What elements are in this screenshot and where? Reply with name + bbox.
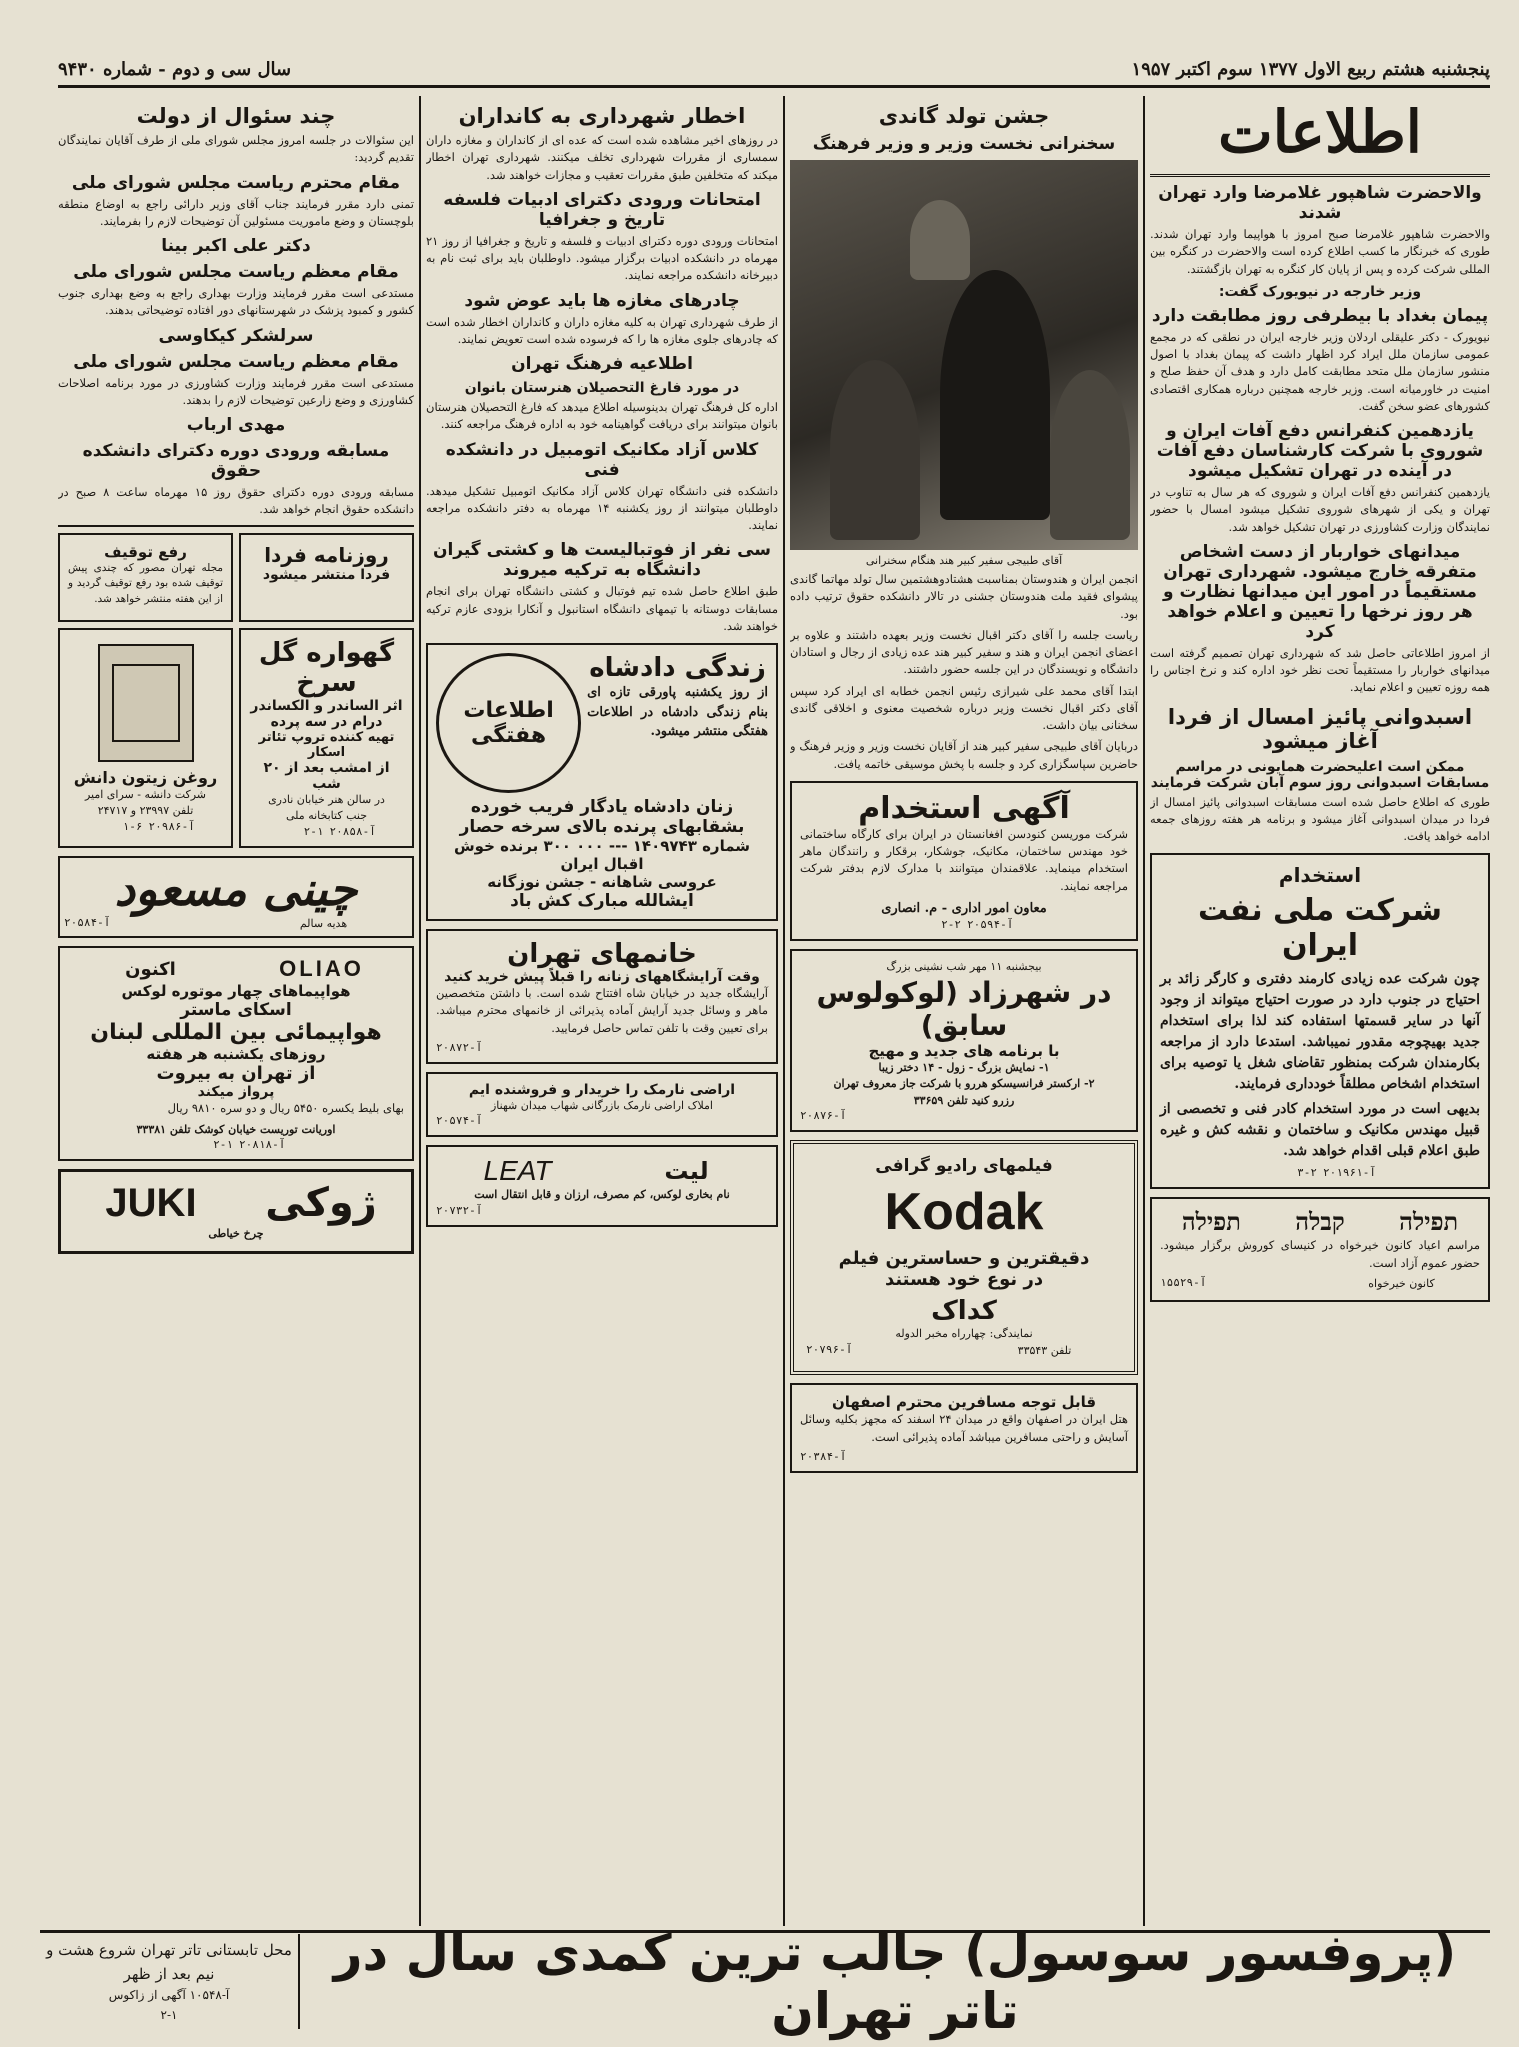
ad-code: آ-۲۰۷۳۲ [436, 1203, 483, 1217]
ad-code: آ-۲۰۸۷۲ [436, 1040, 483, 1054]
headline: میدانهای خواربار از دست اشخاص متفرقه خارج میشود. شهرداری تهران مستقیماً در امور این میدانها نظارت و هر روز نرخها را تعیین و اعلام خواهد کرد [1163, 541, 1477, 642]
airline-logo: OLIAO [279, 956, 364, 982]
issue-date: پنجشنبه هشتم ربیع الاول ۱۳۷۷ سوم اکتبر ۱۹۵۷ [1131, 59, 1490, 80]
olive-oil-ad [58, 628, 233, 848]
banner-side-text: آ-۱۰۵۴۸ آگهی از زاکوس [108, 1988, 230, 2003]
ad-text: شرکت دانشه - سرای امیر [84, 787, 207, 801]
ad-title: اراضی نارمک را خریدار و فروشنده ایم [468, 1081, 736, 1098]
ad-code: آ-۲۰۵۸۴ [64, 915, 111, 929]
article-text: از امروز اطلاعاتی حاصل شد که شهرداری تهران تصمیم گرفته است میدانهای خواربار را مستقیماً تحت نظر خود اداره کند و نرخ اجناس را همه روزه تعیین و اعلام نماید. [1150, 645, 1490, 695]
kodak-brand-fa: کداک [931, 1296, 997, 1327]
headline: امتحانات ورودی دکترای ادبیات فلسفه تاریخ و جغرافیا [443, 189, 761, 230]
ad-text: بدیهی است در مورد استخدام کادر فنی و تخصصی از قبیل مهندس مکانیک و ساختمان و نقشه کش و غیره طبق اعلام قبلی اقدام خواهد شد. [1160, 1101, 1480, 1160]
airline-ad [58, 946, 414, 1161]
banner-side-text: ۲-۱ [160, 2007, 178, 2022]
ad-title: روزنامه فردا [264, 542, 389, 567]
ad-title: در شهرزاد (لوکولوس سابق) [816, 975, 1112, 1042]
article-text: دربایان آقای طبیجی سفیر کبیر هند از آقایان نخست وزیر و وزیر فرهنگ و حاضرین سپاسگزاری کرد و جلسه با پخش موسیقی خاتمه یافت. [790, 739, 1138, 771]
ad-code: آ-۲۰۵۹۴ [967, 918, 1014, 932]
ad-kicker: فیلمهای رادیو گرافی [875, 1156, 1053, 1177]
ad-line: اثر الساندر و الکساندر [250, 697, 403, 714]
signature: مهدی ارباب [186, 415, 286, 435]
ad-code: آ-۱۵۵۲۹ [1160, 1275, 1207, 1289]
land-ad [426, 1072, 778, 1138]
headline: کلاس آزاد مکانیک اتومبیل در دانشکده فنی [445, 439, 759, 480]
ad-code: آ-۲۰۵۷۴ [436, 1114, 483, 1128]
leat-brand: LEAT [483, 1155, 552, 1187]
article-text: نیویورک - دکتر علیقلی اردلان وزیر خارجه ایران در نطقی که در مجمع عمومی سازمان ملل ایراد کرد اظهار داشت که پیمان بغداد با اصول منشور سازمان ملل متحد مطابقت کامل دارد و هدف آن حفظ صلح و امنیت در خاورمیانه است. وزیر خارجه همچنین درباره همکاری اقتصادی کشورهای عضو سخن گفت. [1150, 329, 1490, 413]
ad-code: آ-۲۰۸۱۸ [239, 1138, 286, 1151]
headline: والاحضرت شاهپور غلامرضا وارد تهران شدند [1158, 183, 1482, 223]
ad-line: از امشب بعد از ۲۰ شب [263, 759, 390, 792]
ad-phone: تلفن ۲۳۹۹۷ و ۲۴۷۱۷ [97, 804, 194, 818]
ad-sign: کانون خیرخواه [1368, 1276, 1435, 1290]
ad-code: آ-۲۰۷۹۶ [806, 1342, 853, 1356]
salon-ad [426, 929, 778, 1064]
juki-brand: JUKI [105, 1180, 197, 1225]
masthead-logo: اطلاعات [1150, 96, 1490, 177]
ad-agent: اوریانت توریست خیابان کوشک تلفن ۳۳۳۸۱ [136, 1122, 336, 1136]
ad-line: از تهران به بیروت [156, 1063, 316, 1085]
ad-text: بهای بلیط یکسره ۵۴۵۰ ریال و دو سره ۹۸۱۰ ریال [167, 1101, 404, 1116]
headline: اخطار شهرداری به کانداران [458, 104, 746, 128]
ad-line: زنان دادشاه یادگار فریب خورده [470, 797, 734, 817]
ad-text: چون شرکت عده زیادی کارمند دفتری و کارگر زائد بر احتیاج در جنوب دارد در صورت احتیاج میتواند از وجود آنها در سایر قسمتها استفاده کند لذا برای استخدام جدید بهیچوجه مقدور نمیباشد. استدعا دارد از مراجعه بکارمندان شرکت بمنظور تقاضای شغل یا توصیه برای استخدام اشخاص مطلقاً خودداری فرمایند. [1160, 971, 1480, 1093]
oil-can-icon [98, 644, 194, 762]
ad-line: ۲- ارکستر فرانسیسکو هررو با شرکت جاز معروف تهران [833, 1077, 1095, 1091]
ad-code: آ-۲۰۳۸۴ [800, 1449, 847, 1463]
ad-line: تهیه کننده تروپ تئاتر اسکار [258, 729, 395, 760]
article-text: طبق اطلاع حاصل شده تیم فوتبال و کشتی دانشگاه تهران برای انجام مسابقات دوستانه با تیمهای دانشگاه استانبول و آنکارا بزودی عازم ترکیه خواهند شد. [426, 584, 778, 633]
ad-line: در سالن هنر خیابان نادری [268, 792, 385, 806]
ad-line: جنب کتابخانه ملی [286, 809, 367, 823]
ad-kicker: بیجشنبه ۱۱ مهر شب نشینی بزرگ [886, 960, 1042, 974]
ad-code: ۱-۶ [122, 819, 143, 833]
headline: جشن تولد گاندی [878, 104, 1050, 128]
ad-line: اسکای ماستر [180, 1000, 292, 1021]
ad-code: ۳-۲ [1297, 1166, 1317, 1180]
farda-ad [239, 533, 414, 622]
subheadline: ممکن است اعلیحضرت همایونی در مراسم مسابقات اسبدوانی روز سوم آبان شرکت فرمایند [1150, 758, 1490, 791]
ad-code: آ-۲۰۱۹۶۱ [1323, 1166, 1376, 1180]
kodak-ad [790, 1140, 1138, 1375]
banner-side [40, 1934, 300, 2028]
weekly-ad [426, 643, 778, 921]
kicker: وزیر خارجه در نیویورک گفت: [1218, 283, 1422, 300]
ad-title: آگهی استخدام [858, 790, 1070, 826]
column-4 [58, 96, 414, 1926]
ad-line: ۱- نمایش بزرگ - زول - ۱۴ دختر زیبا [878, 1060, 1050, 1074]
oil-company-ad [1150, 853, 1490, 1189]
ad-agent: نمایندگی: چهارراه مخبر الدوله [895, 1327, 1033, 1341]
ad-text: مجله تهران مصور که چندی پیش توقیف شده بود رفع توقیف گردید و از این هفته منتشر خواهد شد. [68, 561, 223, 605]
leat-ad [426, 1145, 778, 1227]
article-text: مستدعی است مقرر فرمایند وزارت بهداری راجع به وضع بهداری جنوب کشور و کمبود پزشک در شهرستانهای دور افتاده توضیحاتی بدهند. [58, 286, 414, 318]
ad-line: ایشالله مبارک کش باد [510, 891, 694, 911]
employment-ad [790, 781, 1138, 942]
weekly-badge [436, 653, 581, 793]
ad-title: گهواره گل سرخ [258, 637, 395, 698]
ad-line: در نوع خود هستند [884, 1269, 1044, 1291]
lift-ban-notice [58, 533, 233, 622]
ad-line: شماره ۱۴۰۹۷۴۳ --- ۰۰۰ ۳۰۰ برنده خوش اقبال ایران [453, 837, 751, 873]
article-text: از طرف شهرداری تهران به کلیه مغازه داران و کانداران اخطار شده است که چادرهای جلوی مغازه ها را که فرسوده شده است تعویض نمایند. [426, 314, 778, 346]
ad-line: پرواز میکند [197, 1084, 275, 1101]
ad-text: شرکت موریسن کنودسن افغانستان در ایران برای کارگاه ساختمانی خود مهندس ساختمان، مکانیک، جوشکار، برقکار و رانندگان ماهر استخدام مینماید. علاقمندان میتوانند با مدارک لازم بدفتر شرکت مراجعه نمایند. [800, 826, 1128, 893]
headline: چادرهای مغازه ها باید عوض شود [464, 290, 740, 311]
headline: مقام معظم ریاست مجلس شورای ملی [73, 351, 399, 372]
article-text: تمنی دارد مقرر فرمایند جناب آقای وزیر دارائی راجع به اوضاع منطقه بلوچستان و وضع ماموریت مسئولین آن توضیحات لازم را بفرمایند. [58, 196, 414, 228]
ad-kicker: استخدام [1278, 863, 1362, 888]
ad-line: هواپیماهای چهار موتوره لوکس [121, 982, 351, 1001]
article-text: در روزهای اخیر مشاهده شده است که عده ای از کانداران و مغازه داران سمساری از مقررات شهرداری تخلف میکنند. شهرداری تهران اخطار میکند که متخلفین طبق مقررات تعقیب و مجازات خواهند شد. [426, 133, 778, 182]
column-2 [790, 96, 1138, 1926]
article-text: طوری که اطلاع حاصل شده است مسابقات اسبدوانی پائیز امسال از فردا در میدان اسبدوانی آغاز میشود و برنامه هر هفته روزهای جمعه ادامه خواهد یافت. [1150, 794, 1490, 843]
headline: سی نفر از فوتبالیست ها و کشتی گیران دانشگاه به ترکیه میروند [432, 540, 772, 581]
photo-caption: آقای طبیجی سفیر کبیر هند هنگام سخنرانی [865, 554, 1063, 567]
column-1 [1150, 96, 1490, 1926]
ad-title: زندگی دادشاه [589, 653, 766, 683]
ad-kicker: اکنون [125, 958, 176, 980]
headline: اطلاعیه فرهنگ تهران [511, 354, 693, 374]
article-text: ابتدا آقای محمد علی شیرازی رئیس انجمن خطابه ای ایراد کرد سپس آقای دکتر اقبال نخست وزیر درباره شخصیت معنوی و اخلاقی گاندی سخنانی بیان داشت. [790, 683, 1138, 732]
ad-title: شرکت ملی نفت ایران [1197, 893, 1443, 964]
hebrew-word: תפילה [1181, 1207, 1241, 1237]
ad-line: عروسی شاهانه - جشن نوزگانه [487, 873, 717, 891]
headline: اسبدوانی پائیز امسال از فردا آغاز میشود [1167, 704, 1473, 753]
hebrew-word: קבלה [1295, 1207, 1345, 1237]
column-rule [783, 96, 785, 1926]
ad-line: بشقابهای پرنده بالای سرخه حصار [459, 817, 745, 837]
isfahan-hotel-ad [790, 1383, 1138, 1473]
ad-subtitle: فردا منتشر میشود [262, 566, 391, 583]
ad-line: رزرو کنید تلفن ۳۳۶۵۹ [913, 1093, 1015, 1107]
news-photo [790, 160, 1138, 550]
prayer-ad [1150, 1197, 1490, 1302]
ad-code: آ-۲۰۸۵۸ [329, 824, 376, 838]
badge-text: اطلاعات هفتگی [463, 698, 554, 748]
column-rule [419, 96, 421, 1926]
hebrew-word: תפילה [1399, 1207, 1459, 1237]
signature: سرلشکر کیکاوسی [158, 325, 314, 346]
article-text: والاحضرت شاهپور غلامرضا صبح امروز با هواپیما وارد تهران شدند. طوری که خبرنگار ما کسب اطلاع کرده است والاحضرت در کنگره بین المللی شرکت کرده و پس از پایان کار کنگره به تهران بازگشتند. [1150, 227, 1490, 276]
juki-brand-fa: ژوکی [265, 1180, 377, 1226]
ad-title: قابل توجه مسافرین محترم اصفهان [831, 1393, 1097, 1412]
ad-line: روزهای یکشنبه هر هفته [146, 1045, 326, 1064]
ad-code: ۲-۱ [303, 824, 324, 838]
ad-subtitle: هدیه سالم [299, 916, 348, 930]
article-text: یازدهمین کنفرانس دفع آفات ایران و شوروی که هر سال به تناوب در تهران و یکی از شهرهای شوروی تشکیل میشود امسال با حضور نمایندگان وزارت کشاورزی در تهران تشکیل خواهد شد. [1150, 485, 1490, 534]
article-text: مسابقه ورودی دوره دکترای حقوق روز ۱۵ مهرماه ساعت ۸ صبح در دانشکده حقوق انجام خواهد شد. [58, 485, 414, 517]
issue-number: سال سی و دوم - شماره ۹۴۳۰ [58, 59, 292, 80]
subheadline: سخنرانی نخست وزیر و وزیر فرهنگ [812, 134, 1116, 154]
ad-subtitle: با برنامه های جدید و مهیج [868, 1041, 1060, 1060]
ad-title: رفع توقیف [104, 542, 187, 561]
ad-text: مراسم اعیاد کانون خیرخواه در کنیسای کوروش برگزار میشود. حضور عموم آزاد است. [1160, 1238, 1480, 1270]
bottom-banner [40, 1923, 1490, 2040]
ad-line: دقیقترین و حساسترین فیلم [838, 1248, 1090, 1270]
ad-code: ۲-۱ [213, 1138, 233, 1151]
masoud-china-ad [58, 856, 414, 939]
article-text: اداره کل فرهنگ تهران بدینوسیله اطلاع میدهد که فارغ التحصیلان هنرستان بانوان میتوانند برای دریافت گواهینامه خود به اداره فرهنگ مراجعه کنند. [426, 400, 778, 432]
ad-phone: تلفن ۳۳۵۴۳ [1017, 1343, 1072, 1357]
ad-subtitle: چرخ خیاطی [208, 1227, 264, 1240]
theater-ad [239, 628, 414, 848]
headline: مقام معظم ریاست مجلس شورای ملی [73, 262, 399, 282]
ad-text: هتل ایران در اصفهان واقع در میدان ۲۴ اسفند که مجهز بکلیه وسائل آسایش و راحتی مسافرین میباشد آماده پذیرائی است. [800, 1412, 1129, 1444]
shahrzad-ad [790, 949, 1138, 1132]
ad-text: از روز یکشنبه پاورقی تازه ای بنام زندگی دادشاه در اطلاعات هفتگی منتشر میشود. [587, 685, 768, 739]
ad-title: هواپیمائی بین المللی لبنان [90, 1020, 382, 1046]
column-rule [1143, 96, 1145, 1926]
ad-title: روغن زیتون دانش [73, 767, 218, 787]
ad-title: چینی مسعود [114, 861, 358, 916]
subheadline: در مورد فارغ التحصیلان هنرستان بانوان [464, 380, 740, 396]
juki-ad [58, 1169, 414, 1254]
ad-code: ۲-۲ [941, 918, 961, 932]
ad-subtitle: وقت آرایشگاههای زنانه را قبلاً پیش خرید کنید [444, 969, 760, 985]
headline: مسابقه ورودی دوره دکترای دانشکده حقوق [82, 441, 390, 481]
ad-code: آ-۲۰۸۷۶ [800, 1109, 847, 1123]
ad-sign: معاون امور اداری - م. انصاری [881, 900, 1047, 916]
signature: دکتر علی اکبر بینا [161, 236, 311, 256]
ad-title: لیت [664, 1157, 709, 1186]
article-text: انجمن ایران و هندوستان بمناسبت هشتادوهشتمین سال تولد مهاتما گاندی پیشوای فقید ملت هندوستان جشنی در تالار دانشکده حقوق ترتیب داده بود. [790, 572, 1138, 621]
headline: مقام محترم ریاست مجلس شورای ملی [71, 172, 401, 193]
headline: چند سئوال از دولت [136, 104, 336, 128]
ad-line: درام در سه پرده [270, 713, 383, 730]
article-text: این سئوالات در جلسه امروز مجلس شورای ملی از طرف آقایان نمایندگان تقدیم گردید: [58, 133, 414, 165]
ad-text: آرایشگاه جدید در خیابان شاه افتتاح شده است. با داشتن متخصصین ماهر و وسائل جدید آرایش آماده پذیرائی از خانمهای محترم میباشد. برای تعیین وقت با تلفن تماس حاصل فرمایید. [436, 986, 768, 1035]
headline: یازدهمین کنفرانس دفع آفات ایران و شوروی با شرکت کارشناسان دفع آفات در آینده در تهران تشکیل میشود [1156, 421, 1484, 481]
headline: پیمان بغداد با بیطرفی روز مطابقت دارد [1151, 305, 1489, 326]
banner-text: (پروفسور سوسول) جالب ترین کمدی سال در تاتر تهران [333, 1923, 1457, 2040]
kodak-brand: Kodak [884, 1183, 1044, 1242]
article-text: دانشکده فنی دانشگاه تهران کلاس آزاد مکانیک اتومبیل تشکیل میدهد. داوطلبان میتوانند از روز یکشنبه ۱۴ مهرماه به دفتر دانشکده مراجعه نمایند. [426, 483, 778, 532]
ad-text: املاک اراضی نارمک بازرگانی شهاب میدان شهناز [491, 1098, 713, 1112]
ad-text: نام بخاری لوکس، کم مصرف، ارزان و قابل انتقال است [474, 1188, 730, 1202]
article-text: امتحانات ورودی دوره دکترای ادبیات و فلسفه و تاریخ و جغرافیا از روز ۲۱ مهرماه در دانشکده ادبیات برگزار میشود. داوطلبان باید برای ثبت نام به دبیرخانه دانشکده مراجعه نمایند. [426, 233, 778, 283]
column-3 [426, 96, 778, 1926]
article-text: مستدعی است مقرر فرمایند وزارت کشاورزی در مورد برنامه اصلاحات کشاورزی و وضع زارعین توضیحات لازم را بدهند. [58, 375, 414, 407]
ad-title: خانمهای تهران [507, 939, 697, 969]
banner-side-text: محل تابستانی تاتر تهران شروع هشت و نیم بعد از ظهر [46, 1941, 292, 1984]
article-text: ریاست جلسه را آقای دکتر اقبال نخست وزیر بعهده داشتند و علاوه بر اعضای انجمن ایران و هند و سفیر کبیر هند عده زیادی از رجال و استادان دانشگاه و نویسندگان در این جلسه حضور داشتند. [790, 627, 1138, 677]
ad-code: آ-۲۰۹۸۶ [148, 819, 195, 833]
